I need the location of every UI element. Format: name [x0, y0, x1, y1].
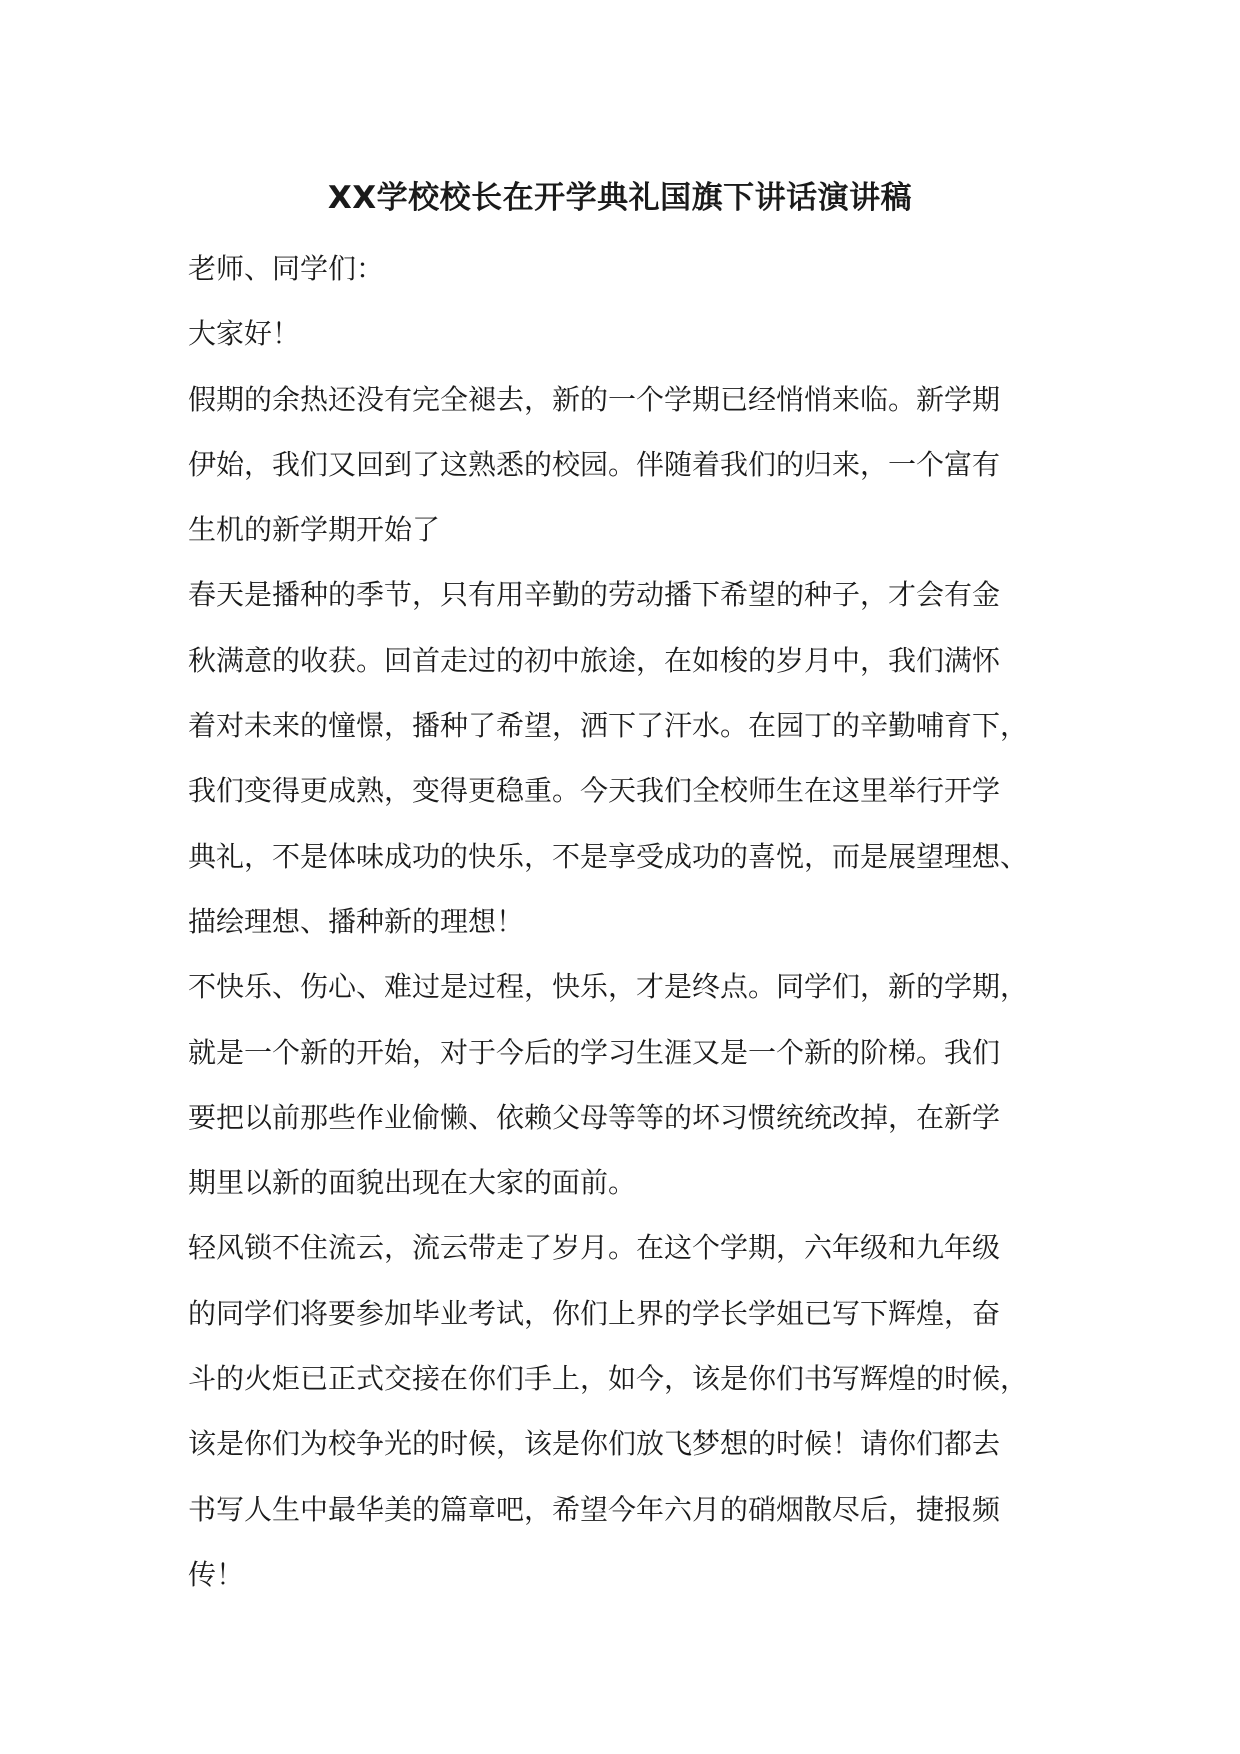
- body-text-line: 不快乐、伤心、难过是过程，快乐，才是终点。同学们，新的学期，: [188, 970, 1029, 1004]
- salutation-line: 老师、同学们：: [188, 252, 385, 285]
- body-text-line: 的同学们将要参加毕业考试，你们上界的学长学姐已写下辉煌，奋: [188, 1296, 1001, 1330]
- body-text-line: 春天是播种的季节，只有用辛勤的劳动播下希望的种子，才会有金: [188, 578, 1001, 612]
- body-text-line: 生机的新学期开始了: [188, 513, 441, 547]
- body-text-line: 假期的余热还没有完全褪去，新的一个学期已经悄悄来临。新学期: [188, 382, 1001, 416]
- body-text-line: 我们变得更成熟，变得更稳重。今天我们全校师生在这里举行开学: [188, 774, 1001, 808]
- document-body: [188, 236, 1088, 1607]
- greeting-line: 大家好！: [188, 317, 301, 351]
- body-text-line: 就是一个新的开始，对于今后的学习生涯又是一个新的阶梯。我们: [188, 1035, 1001, 1069]
- body-text-line: 传！: [188, 1557, 245, 1591]
- document-title: XX学校校长在开学典礼国旗下讲话演讲稿: [327, 180, 913, 216]
- body-text-line: 书写人生中最华美的篇章吧，希望今年六月的硝烟散尽后，捷报频: [188, 1492, 1001, 1526]
- body-text-line: 着对未来的憧憬，播种了希望，洒下了汗水。在园丁的辛勤哺育下，: [188, 709, 1029, 743]
- body-text-line: 典礼，不是体味成功的快乐，不是享受成功的喜悦，而是展望理想、: [188, 839, 1029, 873]
- body-text-line: 斗的火炬已正式交接在你们手上，如今，该是你们书写辉煌的时候，: [188, 1362, 1029, 1396]
- body-text-line: 伊始，我们又回到了这熟悉的校园。伴随着我们的归来，一个富有: [188, 447, 1001, 481]
- body-text-line: 秋满意的收获。回首走过的初中旅途，在如梭的岁月中，我们满怀: [188, 643, 1001, 677]
- body-text-line: 要把以前那些作业偷懒、依赖父母等等的坏习惯统统改掉，在新学: [188, 1100, 1001, 1134]
- body-text-line: 轻风锁不住流云，流云带走了岁月。在这个学期，六年级和九年级: [188, 1231, 1001, 1265]
- body-text-line: 期里以新的面貌出现在大家的面前。: [188, 1166, 637, 1200]
- body-text-line: 描绘理想、播种新的理想！: [188, 904, 525, 938]
- body-text-line: 该是你们为校争光的时候，该是你们放飞梦想的时候！请你们都去: [188, 1427, 1001, 1461]
